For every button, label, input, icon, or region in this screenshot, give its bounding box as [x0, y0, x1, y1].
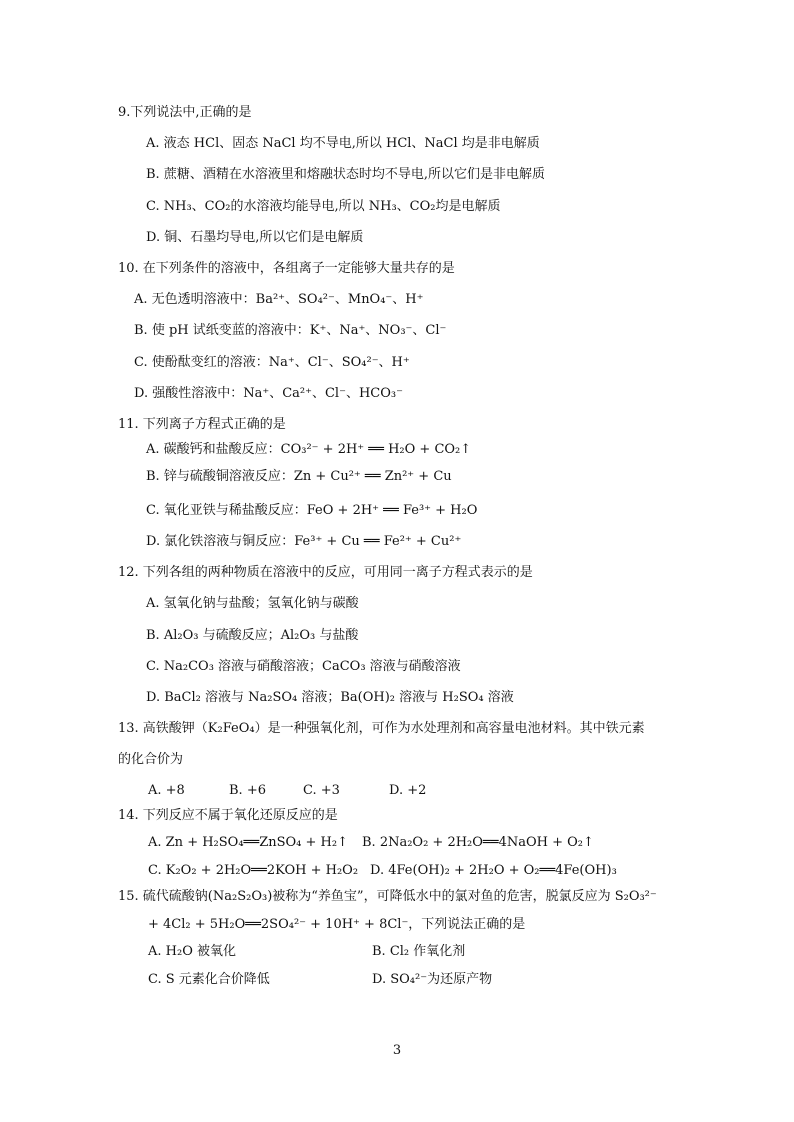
question-11: 11. 下列离子方程式正确的是: [118, 417, 286, 432]
q13-option-c: C. +3: [303, 783, 340, 798]
q13-option-d: D. +2: [389, 783, 427, 798]
question-13: 13. 高铁酸钾（K₂FeO₄）是一种强氧化剂，可作为水处理剂和高容量电池材料。其中铁元素: [118, 721, 645, 736]
q14-option-c: C. K₂O₂ + 2H₂O══2KOH + H₂O₂: [148, 863, 359, 878]
q12-option-b: B. Al₂O₃ 与硫酸反应；Al₂O₃ 与盐酸: [146, 628, 359, 643]
q14-option-a: A. Zn + H₂SO₄══ZnSO₄ + H₂↑: [148, 835, 348, 850]
q10-option-d: D. 强酸性溶液中：Na⁺、Ca²⁺、Cl⁻、HCO₃⁻: [134, 386, 403, 401]
q12-option-a: A. 氢氧化钠与盐酸；氢氧化钠与碳酸: [146, 596, 359, 611]
q13-option-b: B. +6: [229, 783, 266, 798]
q15-option-b: B. Cl₂ 作氧化剂: [372, 944, 466, 959]
q12-option-d: D. BaCl₂ 溶液与 Na₂SO₄ 溶液；Ba(OH)₂ 溶液与 H₂SO₄ 溶液: [146, 690, 514, 705]
question-14: 14. 下列反应不属于氧化还原反应的是: [118, 808, 338, 823]
q11-option-c: C. 氧化亚铁与稀盐酸反应：FeO + 2H⁺ ══ Fe³⁺ + H₂O: [146, 503, 478, 518]
q11-option-d: D. 氯化铁溶液与铜反应：Fe³⁺ + Cu ══ Fe²⁺ + Cu²⁺: [146, 534, 462, 549]
question-13-cont: 的化合价为: [118, 752, 184, 767]
q10-option-a: A. 无色透明溶液中：Ba²⁺、SO₄²⁻、MnO₄⁻、H⁺: [134, 292, 424, 307]
q14-option-d: D. 4Fe(OH)₂ + 2H₂O + O₂══4Fe(OH)₃: [370, 863, 617, 878]
page-number: 3: [392, 1043, 402, 1058]
q9-option-d: D. 铜、石墨均导电,所以它们是电解质: [146, 230, 364, 245]
q13-option-a: A. +8: [148, 783, 185, 798]
question-15-cont: + 4Cl₂ + 5H₂O══2SO₄²⁻ + 10H⁺ + 8Cl⁻，下列说法正确的是: [148, 917, 526, 932]
q12-option-c: C. Na₂CO₃ 溶液与硝酸溶液；CaCO₃ 溶液与硝酸溶液: [146, 659, 461, 674]
q15-option-a: A. H₂O 被氧化: [148, 944, 236, 959]
q11-option-a: A. 碳酸钙和盐酸反应：CO₃²⁻ + 2H⁺ ══ H₂O + CO₂↑: [146, 442, 472, 457]
q11-option-b: B. 锌与硫酸铜溶液反应：Zn + Cu²⁺ ══ Zn²⁺ + Cu: [146, 469, 452, 484]
question-10: 10. 在下列条件的溶液中，各组离子一定能够大量共存的是: [118, 261, 455, 276]
q14-option-b: B. 2Na₂O₂ + 2H₂O══4NaOH + O₂↑: [362, 835, 594, 850]
q9-option-b: B. 蔗糖、酒精在水溶液里和熔融状态时均不导电,所以它们是非电解质: [146, 167, 545, 182]
question-12: 12. 下列各组的两种物质在溶液中的反应，可用同一离子方程式表示的是: [118, 565, 533, 580]
q10-option-b: B. 使 pH 试纸变蓝的溶液中：K⁺、Na⁺、NO₃⁻、Cl⁻: [134, 323, 447, 338]
q15-option-c: C. S 元素化合价降低: [148, 972, 270, 987]
q15-option-d: D. SO₄²⁻为还原产物: [372, 972, 493, 987]
q9-option-a: A. 液态 HCl、固态 NaCl 均不导电,所以 HCl、NaCl 均是非电解质: [146, 136, 540, 151]
q9-option-c: C. NH₃、CO₂的水溶液均能导电,所以 NH₃、CO₂均是电解质: [146, 199, 501, 214]
question-15: 15. 硫代硫酸钠(Na₂S₂O₃)被称为“养鱼宝”，可降低水中的氯对鱼的危害，脱氯反应为 S₂O₃²⁻: [118, 889, 657, 904]
question-9: 9.下列说法中,正确的是: [118, 105, 252, 120]
q10-option-c: C. 使酚酞变红的溶液：Na⁺、Cl⁻、SO₄²⁻、H⁺: [134, 355, 410, 370]
